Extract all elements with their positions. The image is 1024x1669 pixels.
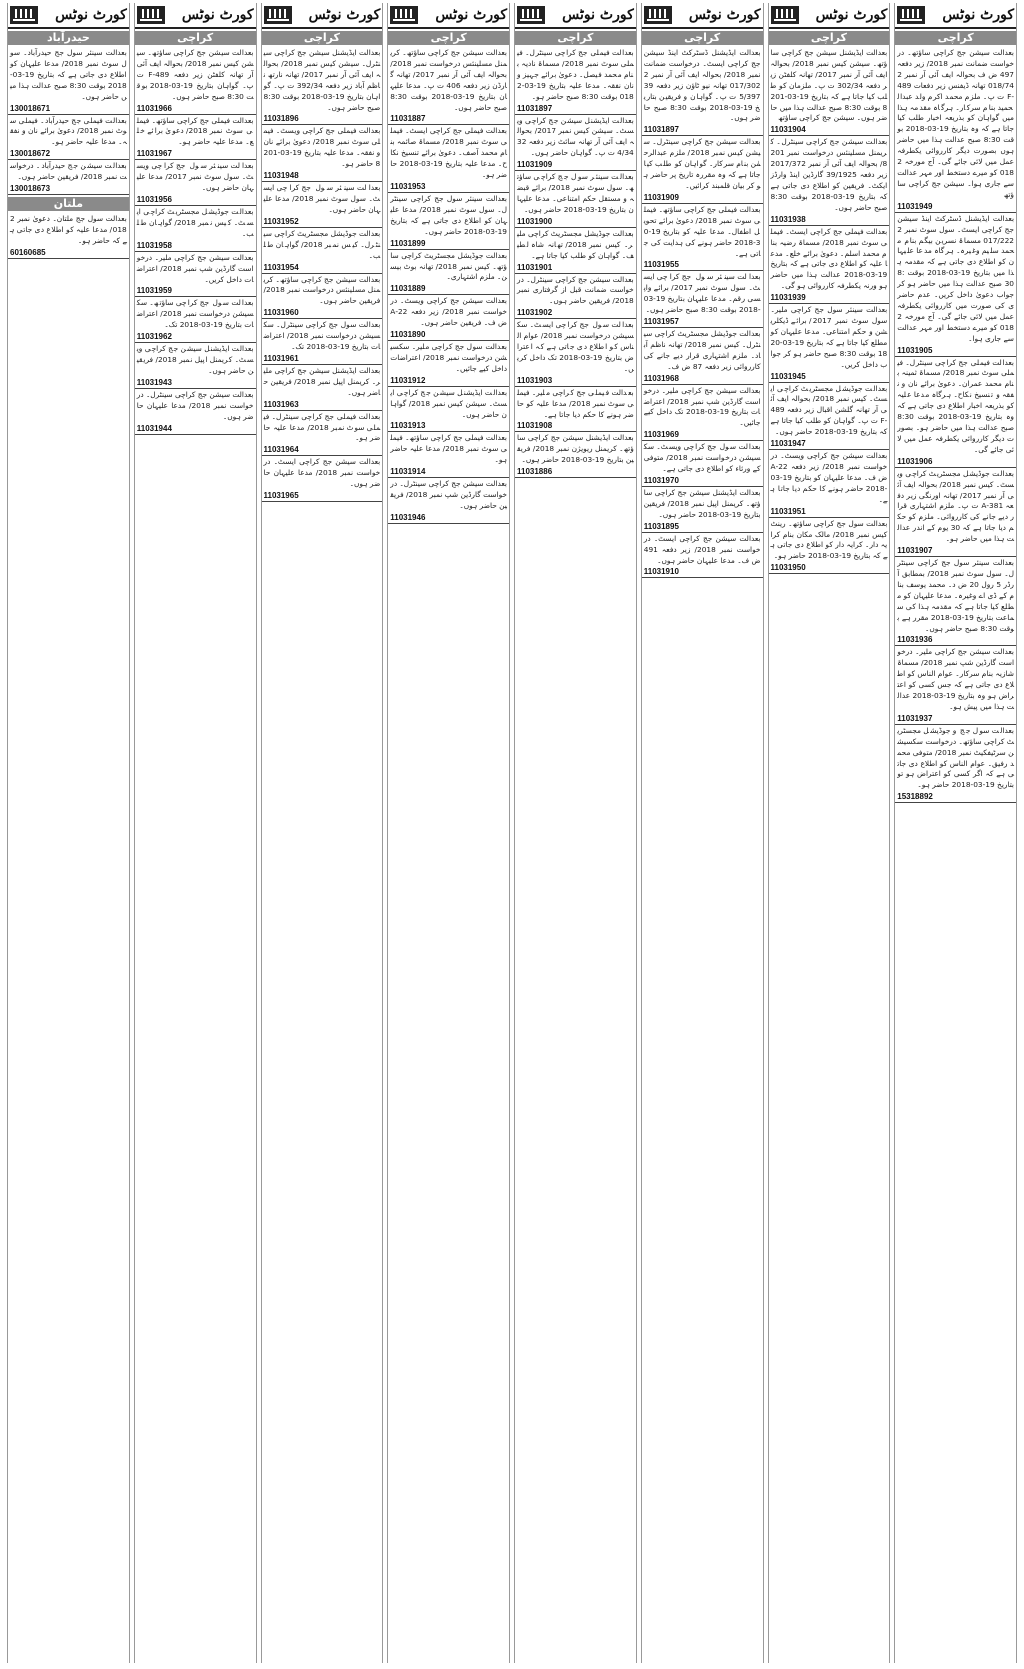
notice-reference-number: 11031912 bbox=[390, 375, 426, 385]
court-notice bbox=[8, 213, 129, 259]
notice-text: بعدالت فیملی جج کراچی ساؤتھ۔ فیملی سوٹ نمبر 2018/ دعویٰ برائے خلع۔ مدعا علیہ حاضر ہو۔ bbox=[136, 115, 254, 147]
notice-reference-number: 11031910 bbox=[643, 567, 679, 577]
notice-text: بعدالت سیشن جج کراچی ساؤتھ۔ کریمنل مسلینئس درخواست نمبر 2018/ فریقین حاضر ہوں۔ bbox=[263, 274, 381, 306]
notice-text: بعدالت سیشن جج کراچی ساؤتھ۔ درخواست ضمانت نمبر 2018/ زیر دفعہ 497 ض ف بحوالہ ایف آئی آر نمبر 2018/74 تھانہ ڈیفنس زیر دفعات 489-F ت پ۔ ملزم محمد اکرم ولد عبدالحمید بنام سرکار۔ ہرگاہ مقدمہ ہذا میں گواہان کو بذریعہ اخبار طلب کیا جاتا ہے کہ وہ بتاریخ 19-03-2018 بوقت 8:30 صبح عدالت ہذا میں حاضر ہوں بصورت دیگر کارروائی یکطرفہ عمل میں لائی جائے گی۔ آج مورخہ 2018 کو میرے دستخط اور مہر عدالت سے جاری ہوا۔ سیشن جج کراچی ساؤتھ bbox=[897, 48, 1014, 199]
notice-reference-number: 11031946 bbox=[390, 512, 426, 522]
court-notice bbox=[515, 115, 636, 172]
court-notice bbox=[769, 304, 890, 382]
notice-reference-number: 11031963 bbox=[263, 399, 299, 409]
court-notice bbox=[8, 115, 129, 161]
court-notice bbox=[642, 328, 763, 385]
notice-reference-number: 11031948 bbox=[263, 171, 299, 181]
notice-text: بعدالت سیشن جج کراچی ایسٹ۔ درخواست نمبر 2018/ زیر دفعہ 491 ض ف۔ مدعا علیہان حاضر ہوں۔ bbox=[643, 533, 761, 565]
court-notice bbox=[642, 533, 763, 579]
city-banner: کراچی bbox=[388, 31, 509, 45]
court-building-icon bbox=[517, 6, 545, 24]
notice-reference-number: 11031895 bbox=[643, 521, 679, 531]
notice-text: بعدالت فیملی جج کراچی ویسٹ۔ فیملی سوٹ نمبر 2018/ دعویٰ برائے نان و نفقہ۔ مدعا علیہ بتاریخ 19-03-2018 حاضر ہو۔ bbox=[263, 126, 381, 169]
notice-text: بعدالت سول جج ملتان۔ دعویٰ نمبر 2018/ مدعا علیہ کو اطلاع دی جاتی ہے کہ حاضر ہو۔ bbox=[10, 214, 127, 245]
notice-text: بعدالت سیشن جج کراچی ملیر۔ درخواست گارڈین شپ نمبر 2018/ اعتراضات داخل کریں۔ bbox=[136, 252, 254, 284]
court-notice bbox=[895, 357, 1016, 468]
notice-column bbox=[261, 3, 384, 1663]
court-notice bbox=[642, 487, 763, 533]
notice-text: بعدالت سیشن جج کراچی ملیر۔ درخواست گارڈین شپ نمبر 2018/ اعتراضات بتاریخ 19-03-2018 تک داخل کیے جائیں۔ bbox=[643, 385, 761, 428]
notice-column bbox=[387, 3, 510, 1663]
notice-reference-number: 11031903 bbox=[517, 375, 553, 385]
court-notice bbox=[262, 319, 383, 365]
notice-text: بعدالت فیملی جج کراچی سینٹرل۔ فیملی سوٹ نمبر 2018/ مسماۃ ثمینہ بنام محمد عمران۔ دعویٰ برائے نان و نفقہ و تنسیخ نکاح۔ ہرگاہ مدعا علیہ کو بذریعہ اخبار اطلاع دی جاتی ہے کہ وہ بتاریخ 19-03-2018 بوقت 8:30 صبح عدالت ہذا میں حاضر ہو۔ بصورت دیگر کارروائی یکطرفہ عمل میں لائی جائے گی۔ bbox=[897, 357, 1014, 454]
notice-reference-number: 11031950 bbox=[770, 563, 806, 573]
notice-reference-number: 11031909 bbox=[517, 160, 553, 170]
court-notice bbox=[388, 432, 509, 478]
city-banner: کراچی bbox=[895, 31, 1016, 45]
notice-text: بعدالت فیملی جج کراچی ساؤتھ۔ فیملی سوٹ نمبر 2018/ دعویٰ برائے تحویل اطفال۔ مدعا علیہ کو بتاریخ 19-03-2018 حاضر ہونے کی ہدایت کی جاتی ہے۔ bbox=[643, 204, 761, 258]
column-title: کورٹ نوٹس bbox=[815, 7, 888, 23]
court-notice bbox=[515, 47, 636, 115]
notice-text: بعدالت سینئر سول جج کراچی ملیر۔ سول سوٹ نمبر 2017/ برائے ڈیکلریشن و حکم امتناعی۔ مدعا علیہان کو مطلع کیا جاتا ہے کہ بتاریخ 19-03-2018 بوقت 8:30 صبح حاضر ہو کر جواب داخل کریں۔ bbox=[770, 305, 888, 369]
notice-reference-number: 11031886 bbox=[517, 467, 553, 477]
notice-reference-number: 11031959 bbox=[136, 286, 172, 296]
notice-reference-number: 11031943 bbox=[136, 377, 172, 387]
court-notice bbox=[135, 206, 256, 252]
notice-reference-number: 11031887 bbox=[390, 114, 426, 124]
notice-reference-number: 11031953 bbox=[390, 181, 426, 191]
court-building-icon bbox=[897, 6, 925, 24]
court-notice bbox=[388, 193, 509, 250]
court-notice bbox=[515, 387, 636, 433]
notice-list bbox=[642, 47, 763, 1663]
notice-list bbox=[135, 47, 256, 1663]
notice-text: بعدالت ایڈیشنل سیشن جج کراچی ملیر۔ کریمنل اپیل نمبر 2018/ فریقین حاضر ہوں۔ bbox=[263, 365, 381, 397]
notice-reference-number: 15318892 bbox=[897, 792, 933, 802]
notice-text: بعدالت فیملی جج کراچی ساؤتھ۔ فیملی سوٹ نمبر 2018/ مدعا علیہ حاضر ہو۔ bbox=[390, 433, 507, 465]
court-notice bbox=[642, 385, 763, 442]
notice-text: بعدالت ایڈیشنل ڈسٹرکٹ اینڈ سیشن جج کراچی ایسٹ۔ سول سوٹ نمبر 2017/222 مسماۃ نسرین بیگم بنام محمد سلیم وغیرہ۔ ہرگاہ مدعا علیہان کو اطلاع دی جاتی ہے کہ مقدمہ ہذا میں بتاریخ 19-03-2018 بوقت 8:30 صبح عدالت ہذا میں حاضر ہو کر جواب دعویٰ داخل کریں۔ عدم حاضری کی صورت میں کارروائی یکطرفہ عمل میں لائی جائے گی۔ آج مورخہ 2018 کو میرے دستخط اور مہر عدالت سے جاری ہوا۔ bbox=[897, 213, 1014, 343]
column-header bbox=[262, 3, 383, 29]
notice-reference-number: 11031960 bbox=[263, 308, 299, 318]
notice-reference-number: 11031908 bbox=[517, 421, 553, 431]
column-title: کورٹ نوٹس bbox=[435, 7, 507, 23]
column-title: کورٹ نوٹس bbox=[55, 7, 127, 23]
court-building-icon bbox=[137, 6, 165, 24]
notice-text: بعدالت ایڈیشنل سیشن جج کراچی ویسٹ۔ کریمنل اپیل نمبر 2018/ فریقین حاضر ہوں۔ bbox=[136, 344, 254, 375]
column-header bbox=[895, 3, 1016, 29]
notice-text: بعدالت فیملی جج حیدرآباد۔ فیملی سوٹ نمبر 2018/ دعویٰ برائے نان و نفقہ۔ مدعا علیہ حاضر ہو۔ bbox=[10, 115, 127, 147]
court-notice bbox=[769, 383, 890, 451]
notice-text: بعدالت جوڈیشل مجسٹریٹ کراچی ساؤتھ۔ کیس نمبر 2018/ تھانہ بوٹ بیسن۔ ملزم اشتہاری۔ bbox=[390, 250, 507, 282]
court-notice bbox=[8, 160, 129, 195]
notice-reference-number: 130018671 bbox=[10, 103, 51, 113]
court-building-icon bbox=[264, 6, 292, 24]
notice-reference-number: 11031970 bbox=[643, 476, 679, 485]
notice-list bbox=[8, 47, 129, 1663]
notice-text: بعدالت سول جج کراچی ساؤتھ۔ رینٹ کیس نمبر 2018/ مالک مکان بنام کرایہ دار۔ کرایہ دار کو اطلاع دی جاتی ہے کہ بتاریخ 19-03-2018 حاضر ہو۔ bbox=[770, 518, 888, 561]
notice-text: بعدالت ایڈیشنل سیشن جج کراچی ایسٹ۔ سیشن کیس نمبر 2018/ گواہان حاضر ہوں۔ bbox=[390, 387, 507, 419]
court-notice bbox=[135, 389, 256, 435]
court-notice bbox=[262, 411, 383, 457]
notice-text: بعدالت ایڈیشنل سیشن جج کراچی سینٹرل۔ سیشن کیس نمبر 2018/ بحوالہ ایف آئی آر نمبر 2017/ تھانہ نارتھ ناظم آباد زیر دفعہ 392/34 ت پ۔ گواہان بتاریخ 19-03-2018 بوقت 8:30 صبح حاضر ہوں۔ bbox=[263, 48, 381, 112]
court-notice bbox=[769, 518, 890, 575]
court-notice bbox=[262, 365, 383, 411]
column-header bbox=[769, 3, 890, 29]
court-notice bbox=[262, 456, 383, 502]
court-notice bbox=[135, 252, 256, 298]
notice-column bbox=[514, 3, 637, 1663]
court-notice bbox=[515, 228, 636, 274]
column-header bbox=[135, 3, 256, 29]
notice-reference-number: 11031952 bbox=[263, 216, 299, 226]
notice-reference-number: 60160685 bbox=[10, 247, 46, 257]
court-notice bbox=[515, 171, 636, 228]
notice-reference-number: 11031939 bbox=[770, 293, 806, 303]
city-banner: کراچی bbox=[769, 31, 890, 45]
notice-reference-number: 11031897 bbox=[643, 125, 679, 135]
court-notice bbox=[262, 125, 383, 182]
court-notice bbox=[769, 226, 890, 304]
notice-text: بعدالت جوڈیشل مجسٹریٹ کراچی ویسٹ۔ کیس نمبر 2018/ بحوالہ ایف آئی آر نمبر 2017/ تھانہ اورنگی زیر دفعہ 381-A ت پ۔ ملزم اشتہاری قرار دیے جانے کی کارروائی۔ ملزم کو حکم دیا جاتا ہے کہ 30 یوم کے اندر عدالت ہذا میں حاضر ہو۔ bbox=[897, 468, 1015, 544]
court-notice bbox=[262, 182, 383, 228]
notice-text: بعدالت سینئر سول جج کراچی ویسٹ۔ سول سوٹ نمبر 2017/ مدعا علیہان حاضر ہوں۔ bbox=[136, 161, 254, 193]
notice-text: بعدالت جوڈیشل مجسٹریٹ کراچی سینٹرل۔ کیس نمبر 2018/ تھانہ ناظم آباد۔ ملزم اشتہاری قرار دیے جانے کی کارروائی زیر دفعہ 87 ض ف۔ bbox=[643, 329, 761, 371]
notice-column bbox=[768, 3, 891, 1663]
court-notice bbox=[769, 450, 890, 518]
notice-reference-number: 11031896 bbox=[263, 114, 299, 124]
notice-text: بعدالت سینئر سول جج کراچی ایسٹ۔ سول سوٹ نمبر 2017/ برائے واپسی رقم۔ مدعا علیہان بتاریخ 19-03-2018 بوقت 8:30 صبح حاضر ہوں۔ bbox=[643, 272, 761, 315]
notice-reference-number: 11031897 bbox=[517, 103, 553, 113]
notice-text: بعدالت جوڈیشل مجسٹریٹ کراچی ایسٹ۔ کیس نمبر 2018/ بحوالہ ایف آئی آر تھانہ گلشن اقبال زیر دفعہ 489-F ت پ۔ گواہان کو طلب کیا جاتا ہے کہ بتاریخ 19-03-2018 حاضر ہوں۔ bbox=[770, 383, 888, 437]
notice-text: بعدالت سیشن جج کراچی ساؤتھ۔ سیشن کیس نمبر 2018/ بحوالہ ایف آئی آر تھانہ کلفٹن زیر دفعہ 489-F ت پ۔ گواہان بتاریخ 19-03-2018 بوقت 8:30 صبح حاضر ہوں۔ bbox=[136, 48, 254, 101]
court-notice bbox=[388, 341, 509, 387]
city-banner: کراچی bbox=[642, 31, 763, 45]
notice-text: بعدالت فیملی جج کراچی ملیر۔ فیملی سوٹ نمبر 2018/ مدعا علیہ کو حاضر ہونے کا حکم دیا جاتا ہے۔ bbox=[517, 387, 634, 419]
court-notice bbox=[642, 204, 763, 272]
notice-reference-number: 130018673 bbox=[10, 184, 51, 194]
court-notice bbox=[388, 250, 509, 296]
notice-text: بعدالت سول جج کراچی ایسٹ۔ سکسیشن درخواست نمبر 2018/ عوام الناس کو اطلاع دی جاتی ہے کہ اعتراض بتاریخ 19-03-2018 تک داخل کریں۔ bbox=[517, 320, 634, 373]
column-header bbox=[642, 3, 763, 29]
court-notice bbox=[388, 387, 509, 433]
city-banner: کراچی bbox=[262, 31, 383, 45]
notice-text: بعدالت فیملی جج کراچی سینٹرل۔ فیملی سوٹ نمبر 2018/ مدعا علیہ حاضر ہو۔ bbox=[263, 411, 381, 443]
court-notice bbox=[135, 115, 256, 161]
notice-column bbox=[134, 3, 257, 1663]
notice-list bbox=[262, 47, 383, 1663]
notice-reference-number: 11031905 bbox=[897, 345, 933, 355]
court-notice bbox=[388, 125, 509, 193]
court-notice bbox=[895, 213, 1016, 357]
notice-text: بعدالت ایڈیشنل سیشن جج کراچی ساؤتھ۔ سیشن کیس نمبر 2018/ بحوالہ ایف آئی آر نمبر 2017/ تھانہ کلفٹن زیر دفعہ 302/34 ت پ۔ ملزمان کو طلب کیا جاتا ہے کہ بتاریخ 19-03-2018 بوقت 8:30 صبح عدالت ہذا میں حاضر ہوں۔ سیشن جج کراچی ساؤتھ bbox=[770, 48, 888, 123]
notice-text: بعدالت سینئر سول جج کراچی ایسٹ۔ سول سوٹ نمبر 2018/ مدعا علیہان حاضر ہوں۔ bbox=[263, 183, 381, 214]
notice-reference-number: 11031968 bbox=[643, 373, 679, 383]
court-notice bbox=[135, 160, 256, 206]
court-notice bbox=[388, 47, 509, 125]
court-notice bbox=[135, 297, 256, 343]
notice-text: بعدالت سیشن جج کراچی سینٹرل۔ سیشن کیس نمبر 2018/ ملزم عبدالرحمٰن بنام سرکار۔ گواہان کو طلب کیا جاتا ہے کہ وہ مقررہ تاریخ پر حاضر ہو کر بیان قلمبند کرائیں۔ bbox=[643, 137, 761, 190]
notice-text: بعدالت جوڈیشل مجسٹریٹ کراچی ملیر۔ کیس نمبر 2018/ تھانہ شاہ لطیف۔ گواہان کو طلب کیا جاتا ہے۔ bbox=[517, 228, 634, 260]
notice-reference-number: 11031961 bbox=[263, 353, 299, 363]
notice-reference-number: 11031966 bbox=[136, 103, 172, 113]
newspaper-page bbox=[7, 3, 1017, 1663]
court-building-icon bbox=[10, 6, 38, 24]
notice-text: بعدالت سینئر سول جج کراچی ساؤتھ۔ سول سوٹ نمبر 2018/ برائے قبضہ و مستقل حکم امتناعی۔ مدعا علیہان بتاریخ 19-03-2018 حاضر ہوں۔ bbox=[517, 172, 634, 214]
notice-list bbox=[515, 47, 636, 1663]
notice-text: بعدالت سول جج کراچی سینٹرل۔ سکسیشن درخواست نمبر 2018/ اعتراضات بتاریخ 19-03-2018 تک۔ bbox=[263, 320, 381, 352]
notice-reference-number: 11031958 bbox=[136, 240, 172, 250]
court-notice bbox=[262, 274, 383, 320]
notice-reference-number: 11031945 bbox=[770, 371, 806, 381]
notice-text: بعدالت سول جج و جوڈیشل مجسٹریٹ کراچی ساؤتھ۔ درخواست سکسیشن سرٹیفکیٹ نمبر 2018/ متوفی محمد رفیق۔ عوام الناس کو اطلاع دی جاتی ہے کہ اگر کسی کو اعتراض ہو تو بتاریخ 19-03-2018 حاضر ہو۔ bbox=[897, 725, 1014, 790]
notice-reference-number: 11031944 bbox=[136, 423, 172, 433]
notice-reference-number: 11031904 bbox=[770, 125, 806, 135]
notice-text: بعدالت ایڈیشنل سیشن جج کراچی ساؤتھ۔ کریمنل ریویژن نمبر 2018/ فریقین بتاریخ 19-03-2018 حاضر ہوں۔ bbox=[517, 433, 634, 465]
notice-reference-number: 130018672 bbox=[10, 149, 51, 159]
notice-reference-number: 11031964 bbox=[263, 445, 299, 455]
column-title: کورٹ نوٹس bbox=[562, 7, 634, 23]
court-notice bbox=[895, 468, 1016, 557]
court-notice bbox=[262, 228, 383, 274]
notice-reference-number: 11031957 bbox=[643, 317, 679, 327]
column-header bbox=[388, 3, 509, 29]
notice-text: بعدالت سینئر سول جج حیدرآباد۔ سول سوٹ نمبر 2018/ مدعا علیہان کو اطلاع دی جاتی ہے کہ بتاریخ 19-03-2018 بوقت 8:30 صبح عدالت ہذا میں حاضر ہوں۔ bbox=[10, 48, 127, 101]
notice-reference-number: 11031962 bbox=[136, 332, 172, 342]
court-notice bbox=[895, 646, 1016, 724]
notice-reference-number: 11031900 bbox=[517, 216, 553, 226]
court-notice bbox=[895, 557, 1016, 646]
notice-text: بعدالت سول جج کراچی ساؤتھ۔ سکسیشن درخواست نمبر 2018/ اعتراضات بتاریخ 19-03-2018 تک۔ bbox=[136, 298, 254, 330]
notice-reference-number: 11031902 bbox=[517, 308, 553, 318]
court-notice bbox=[135, 343, 256, 389]
court-building-icon bbox=[390, 6, 418, 24]
column-header bbox=[515, 3, 636, 29]
notice-text: بعدالت ایڈیشنل ڈسٹرکٹ اینڈ سیشن جج کراچی ایسٹ۔ درخواست ضمانت نمبر 2018/ بحوالہ ایف آئی آر نمبر 2017/302 تھانہ نیو ٹاؤن زیر دفعہ 395/397 ت پ۔ گواہان و فریقین بتاریخ 19-03-2018 بوقت 8:30 صبح حاضر ہوں۔ bbox=[643, 48, 761, 123]
notice-reference-number: 11031906 bbox=[897, 456, 933, 466]
notice-text: بعدالت سیشن جج کراچی سینٹرل۔ درخواست ضمانت قبل از گرفتاری نمبر 2018/ فریقین حاضر ہوں۔ bbox=[517, 274, 634, 306]
notice-reference-number: 11031936 bbox=[897, 635, 933, 645]
notice-reference-number: 11031956 bbox=[136, 194, 172, 204]
notice-text: بعدالت سیشن جج کراچی سینٹرل۔ درخواست گارڈین شپ نمبر 2018/ فریقین حاضر ہوں۔ bbox=[390, 479, 507, 510]
court-notice bbox=[895, 47, 1016, 213]
court-building-icon bbox=[771, 6, 799, 24]
court-notice bbox=[515, 274, 636, 320]
notice-text: بعدالت سینئر سول جج کراچی سینٹرل۔ سول سوٹ نمبر 2018/ بمطابق آرڈر 5 رول 20 ض د۔ محمد یوسف بنام کے ڈی اے وغیرہ۔ مدعا علیہان کو مطلع کیا جاتا ہے کہ مقدمہ ہذا کی سماعت بتاریخ 19-03-2018 مقرر ہے بوقت 8:30 صبح حاضر ہوں۔ bbox=[897, 558, 1014, 633]
notice-text: بعدالت سیشن جج حیدرآباد۔ درخواست نمبر 2018/ فریقین حاضر ہوں۔ bbox=[10, 161, 127, 182]
notice-reference-number: 11031969 bbox=[643, 430, 679, 440]
notice-reference-number: 11031889 bbox=[390, 284, 426, 294]
notice-text: بعدالت فیملی جج کراچی ایسٹ۔ فیملی سوٹ نمبر 2018/ مسماۃ رضیہ بنام محمد اسلم۔ دعویٰ برائے خلع۔ مدعا علیہ کو اطلاع دی جاتی ہے کہ بتاریخ 19-03-2018 عدالت ہذا میں حاضر ہو ورنہ یکطرفہ کارروائی ہو گی۔ bbox=[770, 226, 888, 291]
notice-reference-number: 11031901 bbox=[517, 262, 553, 272]
notice-text: بعدالت جوڈیشل مجسٹریٹ کراچی سینٹرل۔ کیس نمبر 2018/ گواہان طلب۔ bbox=[263, 228, 381, 260]
notice-text: بعدالت جوڈیشل مجسٹریٹ کراچی ایسٹ۔ کیس نمبر 2018/ گواہان طلب۔ bbox=[136, 206, 254, 238]
notice-list bbox=[769, 47, 890, 1663]
notice-text: بعدالت سیشن جج کراچی سینٹرل۔ کریمنل مسلینئس درخواست نمبر 2018/ بحوالہ ایف آئی آر نمبر 2017/372 زیر دفعہ 39/1925 گارڈین اینڈ وارڈز ایکٹ۔ فریقین کو اطلاع دی جاتی ہے کہ بتاریخ 19-03-2018 بوقت 8:30 صبح حاضر ہوں۔ bbox=[770, 137, 888, 212]
court-notice bbox=[642, 441, 763, 487]
city-banner: کراچی bbox=[515, 31, 636, 45]
notice-reference-number: 11031955 bbox=[643, 260, 679, 270]
notice-text: بعدالت سیشن جج کراچی سینٹرل۔ درخواست نمبر 2018/ مدعا علیہان حاضر ہوں۔ bbox=[136, 389, 254, 421]
court-notice bbox=[769, 136, 890, 225]
notice-reference-number: 11031890 bbox=[390, 330, 426, 340]
notice-reference-number: 11031913 bbox=[390, 421, 426, 431]
notice-text: بعدالت ایڈیشنل سیشن جج کراچی ساؤتھ۔ کریمنل اپیل نمبر 2018/ فریقین بتاریخ 19-03-2018 حاضر ہوں۔ bbox=[643, 488, 761, 519]
column-title: کورٹ نوٹس bbox=[942, 7, 1014, 23]
notice-reference-number: 11031947 bbox=[770, 439, 806, 449]
court-notice bbox=[262, 47, 383, 125]
notice-text: بعدالت سیشن جج کراچی ملیر۔ درخواست گارڈین شپ نمبر 2018/ مسماۃ شازیہ بنام سرکار۔ عوام الناس کو اطلاع دی جاتی ہے کہ جس کسی کو اعتراض ہو وہ بتاریخ 19-03-2018 عدالت ہذا میں پیش ہو۔ bbox=[897, 647, 1014, 711]
column-title: کورٹ نوٹس bbox=[688, 7, 761, 23]
notice-column bbox=[894, 3, 1017, 1663]
court-notice bbox=[8, 47, 129, 115]
city-banner: کراچی bbox=[135, 31, 256, 45]
notice-reference-number: 11031909 bbox=[643, 192, 679, 202]
court-notice bbox=[388, 478, 509, 524]
notice-text: بعدالت سیشن جج کراچی ویسٹ۔ درخواست نمبر 2018/ زیر دفعہ 22-A ض ف۔ مدعا علیہان کو بتاریخ 19-03-2018 حاضر ہونے کا حکم دیا جاتا ہے۔ bbox=[770, 451, 888, 504]
notice-text: بعدالت فیملی جج کراچی ایسٹ۔ فیملی سوٹ نمبر 2018/ مسماۃ صائمہ بنام محمد آصف۔ دعویٰ برائے تنسیخ نکاح۔ مدعا علیہ بتاریخ 19-03-2018 حاضر ہو۔ bbox=[390, 126, 507, 180]
notice-reference-number: 11031914 bbox=[390, 467, 426, 477]
notice-reference-number: 11031949 bbox=[897, 201, 933, 211]
notice-text: بعدالت سیشن جج کراچی ایسٹ۔ درخواست نمبر 2018/ مدعا علیہان حاضر ہوں۔ bbox=[263, 457, 381, 489]
court-notice bbox=[642, 271, 763, 328]
notice-list bbox=[895, 47, 1016, 1663]
notice-text: بعدالت ایڈیشنل سیشن جج کراچی ویسٹ۔ سیشن کیس نمبر 2017/ بحوالہ ایف آئی آر تھانہ سائٹ زیر دفعہ 324/34 ت پ۔ گواہان حاضر ہوں۔ bbox=[517, 115, 634, 158]
notice-reference-number: 11031937 bbox=[897, 713, 933, 723]
court-notice bbox=[769, 47, 890, 136]
notice-reference-number: 11031938 bbox=[770, 214, 806, 224]
notice-text: بعدالت سیشن جج کراچی ساؤتھ۔ کریمنل مسلینئس درخواست نمبر 2018/ بحوالہ ایف آئی آر نمبر 2017/ تھانہ گارڈن زیر دفعہ 406 ت پ۔ مدعا علیہان بتاریخ 19-03-2018 بوقت 8:30 صبح حاضر ہوں۔ bbox=[390, 48, 507, 112]
court-notice bbox=[642, 136, 763, 204]
court-notice bbox=[895, 725, 1016, 803]
court-notice bbox=[388, 295, 509, 341]
notice-text: بعدالت سیشن جج کراچی ویسٹ۔ درخواست نمبر 2018/ زیر دفعہ 22-A ض ف۔ فریقین حاضر ہوں۔ bbox=[390, 296, 507, 328]
notice-reference-number: 11031899 bbox=[390, 238, 426, 248]
column-title: کورٹ نوٹس bbox=[308, 7, 381, 23]
notice-text: بعدالت سول جج کراچی ویسٹ۔ سکسیشن درخواست نمبر 2018/ متوفی کے ورثاء کو اطلاع دی جاتی ہے۔ bbox=[643, 442, 761, 474]
notice-column bbox=[7, 3, 130, 1663]
notice-column bbox=[641, 3, 764, 1663]
notice-text: بعدالت سول جج کراچی ملیر۔ سکسیشن درخواست نمبر 2018/ اعتراضات داخل کیے جائیں۔ bbox=[390, 342, 507, 373]
notice-reference-number: 11031965 bbox=[263, 491, 299, 501]
city-banner: ملتان bbox=[8, 197, 129, 211]
court-notice bbox=[515, 319, 636, 387]
notice-text: بعدالت فیملی جج کراچی سینٹرل۔ فیملی سوٹ نمبر 2018/ مسماۃ نادیہ بنام محمد فیصل۔ دعویٰ برائے جہیز و نان نفقہ۔ مدعا علیہ بتاریخ 19-03-2018 بوقت 8:30 صبح حاضر ہو۔ bbox=[517, 48, 634, 101]
notice-list bbox=[388, 47, 509, 1663]
notice-reference-number: 11031951 bbox=[770, 506, 806, 516]
notice-reference-number: 11031907 bbox=[897, 546, 933, 556]
column-header bbox=[8, 3, 129, 29]
notice-reference-number: 11031954 bbox=[263, 262, 299, 272]
city-banner: حیدرآباد bbox=[8, 31, 129, 45]
notice-reference-number: 11031967 bbox=[136, 149, 172, 159]
court-notice bbox=[642, 47, 763, 136]
court-notice bbox=[135, 47, 256, 115]
column-title: کورٹ نوٹس bbox=[181, 7, 254, 23]
court-notice bbox=[515, 432, 636, 478]
notice-text: بعدالت سینئر سول جج کراچی سینٹرل۔ سول سوٹ نمبر 2018/ مدعا علیہان کو اطلاع دی جاتی ہے کہ بتاریخ 19-03-2018 حاضر ہوں۔ bbox=[390, 193, 507, 236]
court-building-icon bbox=[644, 6, 672, 24]
